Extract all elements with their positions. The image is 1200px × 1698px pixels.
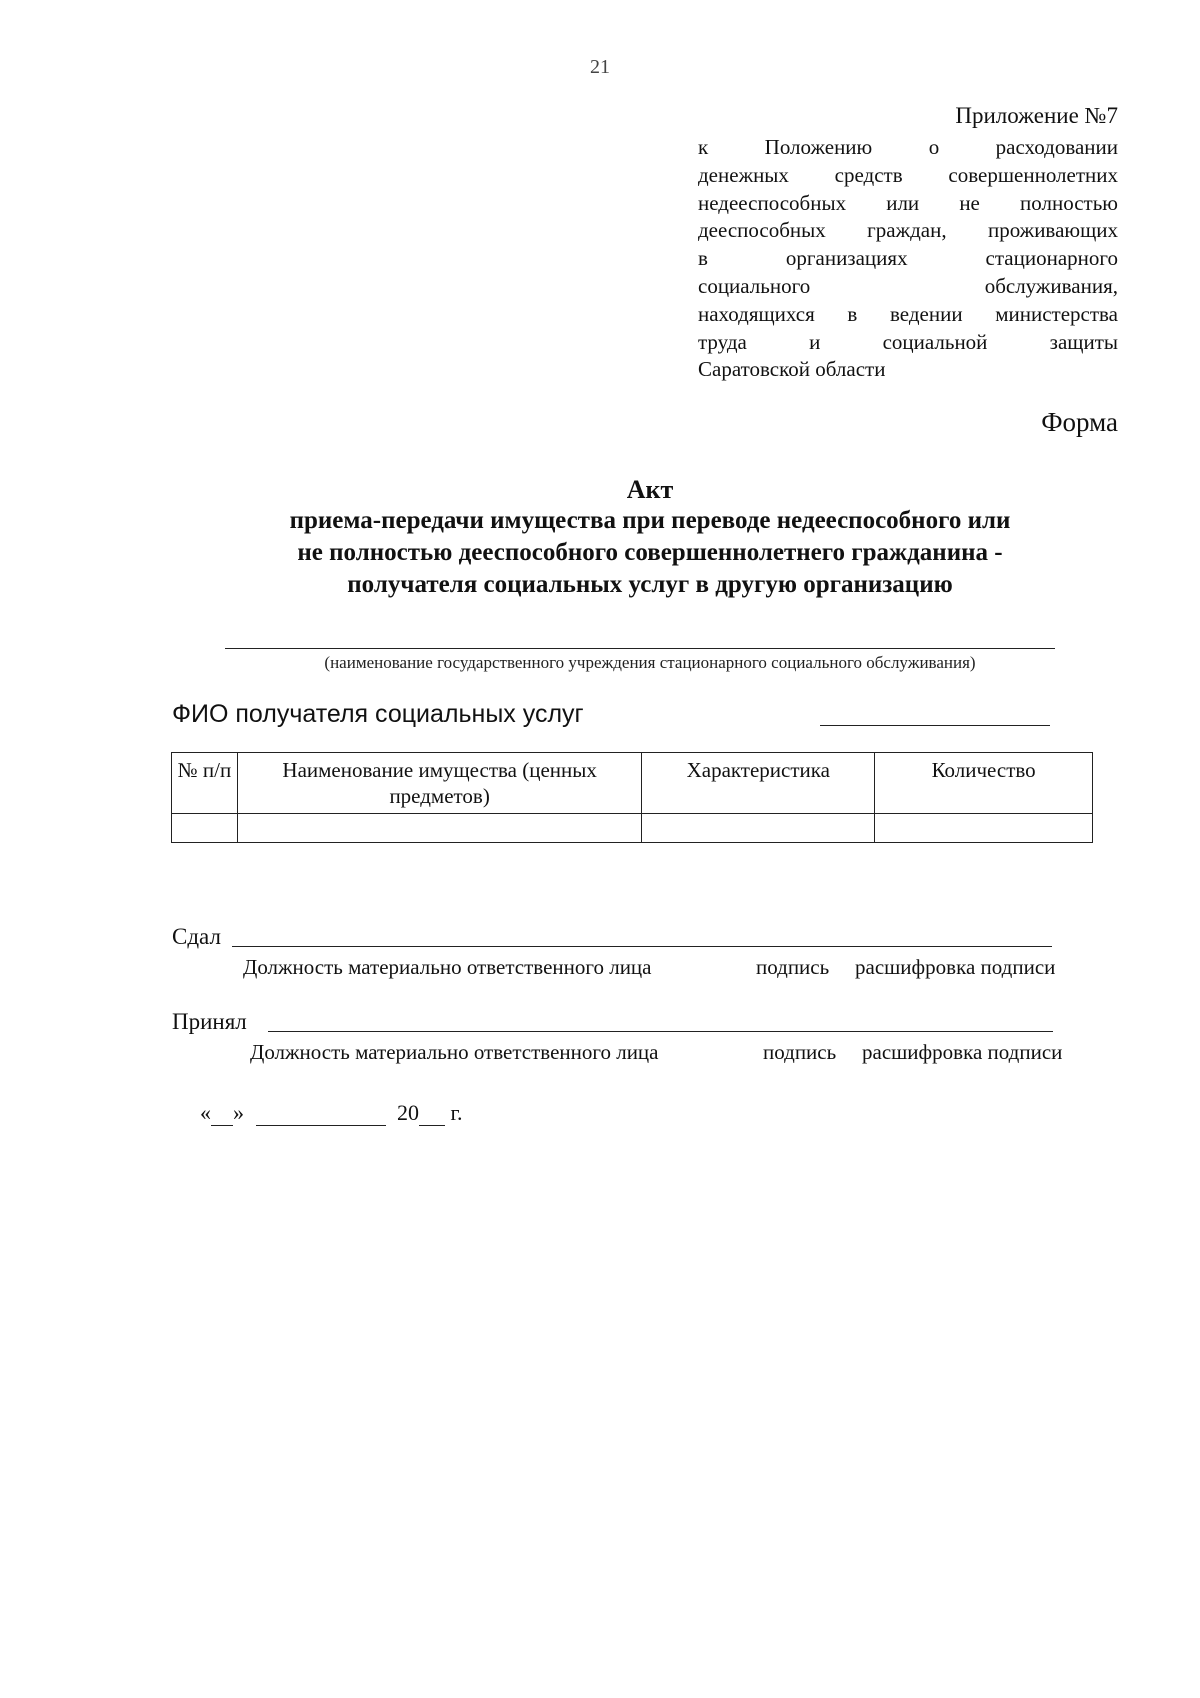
fio-input-line[interactable] <box>820 725 1050 726</box>
property-table <box>171 752 1093 843</box>
subtitle-line: приема-передачи имущества при переводе недееспособного или <box>289 507 1011 534</box>
cell-number[interactable] <box>172 814 238 843</box>
received-signature-line[interactable] <box>268 1031 1053 1032</box>
received-position-caption: Должность материально ответственного лица <box>250 1040 659 1064</box>
header-number: № п/п <box>172 753 238 814</box>
date-year-prefix: 20 <box>397 1100 419 1125</box>
document-subtitle <box>180 505 1120 601</box>
received-label: Принял <box>172 1009 247 1034</box>
appendix-line: находящихся в ведении министерства <box>698 301 1118 326</box>
date-year-suffix: г. <box>450 1100 463 1125</box>
table-header-row <box>172 753 1093 814</box>
appendix-line: недееспособных или не полностью <box>698 190 1118 215</box>
appendix-title: Приложение №7 <box>955 103 1118 128</box>
handed-over-label: Сдал <box>172 924 221 949</box>
date-row <box>200 1100 463 1126</box>
cell-quantity[interactable] <box>875 814 1093 843</box>
received-signature-caption: подпись <box>763 1040 837 1064</box>
appendix-line: Саратовской области <box>698 357 886 382</box>
institution-caption: (наименование государственного учреждения стационарного социального обслуживания) <box>324 653 976 672</box>
appendix-line: труда и социальной защиты <box>698 329 1118 354</box>
handed-over-position-caption: Должность материально ответственного лица <box>243 955 652 979</box>
appendix-line: дееспособных граждан, проживающих <box>698 218 1118 243</box>
header-quantity: Количество <box>875 753 1093 814</box>
date-month-field[interactable] <box>256 1107 386 1126</box>
cell-name[interactable] <box>237 814 641 843</box>
handed-over-signature-line[interactable] <box>232 946 1052 947</box>
fio-label: ФИО получателя социальных услуг <box>172 700 584 728</box>
institution-name-line[interactable] <box>225 648 1055 649</box>
subtitle-line: получателя социальных услуг в другую организацию <box>347 571 953 598</box>
handed-over-decoding-caption: расшифровка подписи <box>855 955 1056 979</box>
appendix-line: денежных средств совершеннолетних <box>698 162 1118 187</box>
appendix-line: социального обслуживания, <box>698 273 1118 298</box>
date-year-field[interactable] <box>419 1107 445 1126</box>
subtitle-line: не полностью дееспособного совершеннолетнего гражданина - <box>297 539 1003 566</box>
header-characteristic: Характеристика <box>642 753 875 814</box>
cell-characteristic[interactable] <box>642 814 875 843</box>
received-decoding-caption: расшифровка подписи <box>862 1040 1063 1064</box>
appendix-text <box>698 134 1118 384</box>
date-open-quote: « <box>200 1100 211 1125</box>
form-label: Форма <box>1041 407 1118 437</box>
page-number: 21 <box>590 56 610 78</box>
appendix-line: к Положению о расходовании <box>698 135 1118 159</box>
appendix-line: в организациях стационарного <box>698 246 1118 271</box>
header-name: Наименование имущества (ценных предметов) <box>237 753 641 814</box>
date-close-quote: » <box>233 1100 244 1125</box>
document-title: Акт <box>626 475 674 504</box>
date-day-field[interactable] <box>211 1107 233 1126</box>
handed-over-signature-caption: подпись <box>756 955 830 979</box>
table-row <box>172 814 1093 843</box>
